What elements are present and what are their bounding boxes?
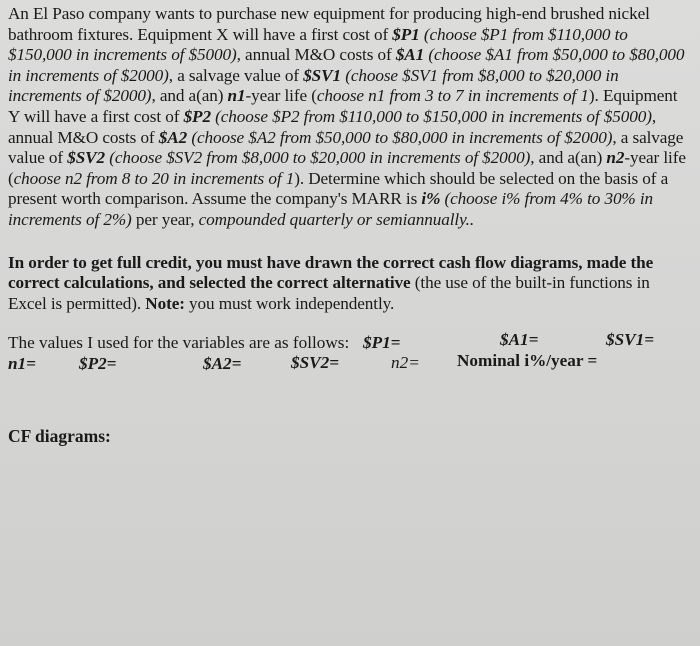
- var-i: i%: [421, 189, 441, 209]
- sv1-range: (choose $SV1 from $8,000 to $20,000 in increments of $2000): [8, 65, 619, 106]
- i-range: (choose i% from 4% to 30% in increments of 2%): [8, 189, 654, 229]
- compounding-text: compounded quarterly or semiannually..: [198, 209, 475, 229]
- value-sv1-label: $SV1=: [606, 330, 655, 350]
- value-a1-label: $A1=: [500, 330, 539, 350]
- n2-range: choose n2 from 8 to 20 in increments of 1: [13, 168, 295, 188]
- instructions-bold: In order to get full credit, you must have drawn the correct cash flow diagrams, made the correct calculations, and selected the correct alternative: [8, 252, 654, 293]
- cf-diagrams-heading: CF diagrams:: [8, 426, 111, 446]
- var-sv1: $SV1: [303, 65, 341, 85]
- value-nominal-label: Nominal i%/year =: [457, 351, 598, 371]
- value-sv2-label: $SV2=: [291, 353, 340, 373]
- instructions-text: (the use of the built-in functions in Excel is permitted).: [8, 273, 650, 313]
- var-sv2: $SV2: [67, 148, 106, 168]
- problem-text: , and a(an): [151, 86, 228, 106]
- var-a2: $A2: [158, 127, 188, 147]
- problem-text: , and a(an): [530, 148, 607, 168]
- var-p2: $P2: [183, 106, 211, 126]
- var-n2: n2: [606, 148, 625, 168]
- value-n2-label: n2=: [391, 353, 420, 373]
- values-lead: The values I used for the variables are as follows:: [8, 333, 350, 353]
- var-n1: n1: [227, 86, 246, 106]
- value-p2-label: $P2=: [79, 354, 117, 374]
- var-p1: $P1: [392, 24, 420, 44]
- a1-range: (choose $A1 from $50,000 to $80,000 in increments of $2000): [8, 45, 685, 85]
- value-a2-label: $A2=: [203, 354, 242, 374]
- p1-range: (choose $P1 from $110,000 to $150,000 in increments of $5000): [8, 24, 628, 65]
- note-label: Note:: [145, 293, 185, 313]
- note-text: you must work independently.: [184, 293, 395, 313]
- problem-text: ). Determine which should be selected on the basis of a present worth comparison. Assume the company's MARR is: [8, 168, 669, 209]
- problem-text: , a salvage value of: [8, 127, 684, 168]
- problem-text: An El Paso company wants to purchase new equipment for producing high-end brushed nickel bathroom fixtures. Equipment X will have a first cost of: [8, 4, 650, 44]
- problem-statement: [8, 4, 692, 231]
- problem-text: , annual M&O costs of: [8, 106, 657, 147]
- problem-text: -year life (: [8, 148, 686, 188]
- sv2-range: (choose $SV2 from $8,000 to $20,000 in increments of $2000): [105, 148, 531, 168]
- value-n1-label: n1=: [8, 354, 36, 374]
- n1-range: choose n1 from 3 to 7 in increments of 1: [316, 86, 589, 106]
- a2-range: (choose $A2 from $50,000 to $80,000 in increments of $2000): [187, 127, 613, 147]
- var-a1: $A1: [395, 45, 425, 65]
- problem-text: -year life (: [245, 86, 317, 106]
- variable-values: [8, 332, 692, 376]
- instructions: [8, 253, 692, 315]
- problem-text: , a salvage value of: [168, 65, 304, 85]
- value-p1-label: $P1=: [363, 333, 401, 353]
- p2-range: (choose $P2 from $110,000 to $150,000 in increments of $5000): [210, 106, 652, 126]
- problem-text: , annual M&O costs of: [236, 45, 396, 65]
- problem-text: per year,: [131, 209, 199, 229]
- problem-text: ). Equipment Y will have a first cost of: [8, 86, 678, 126]
